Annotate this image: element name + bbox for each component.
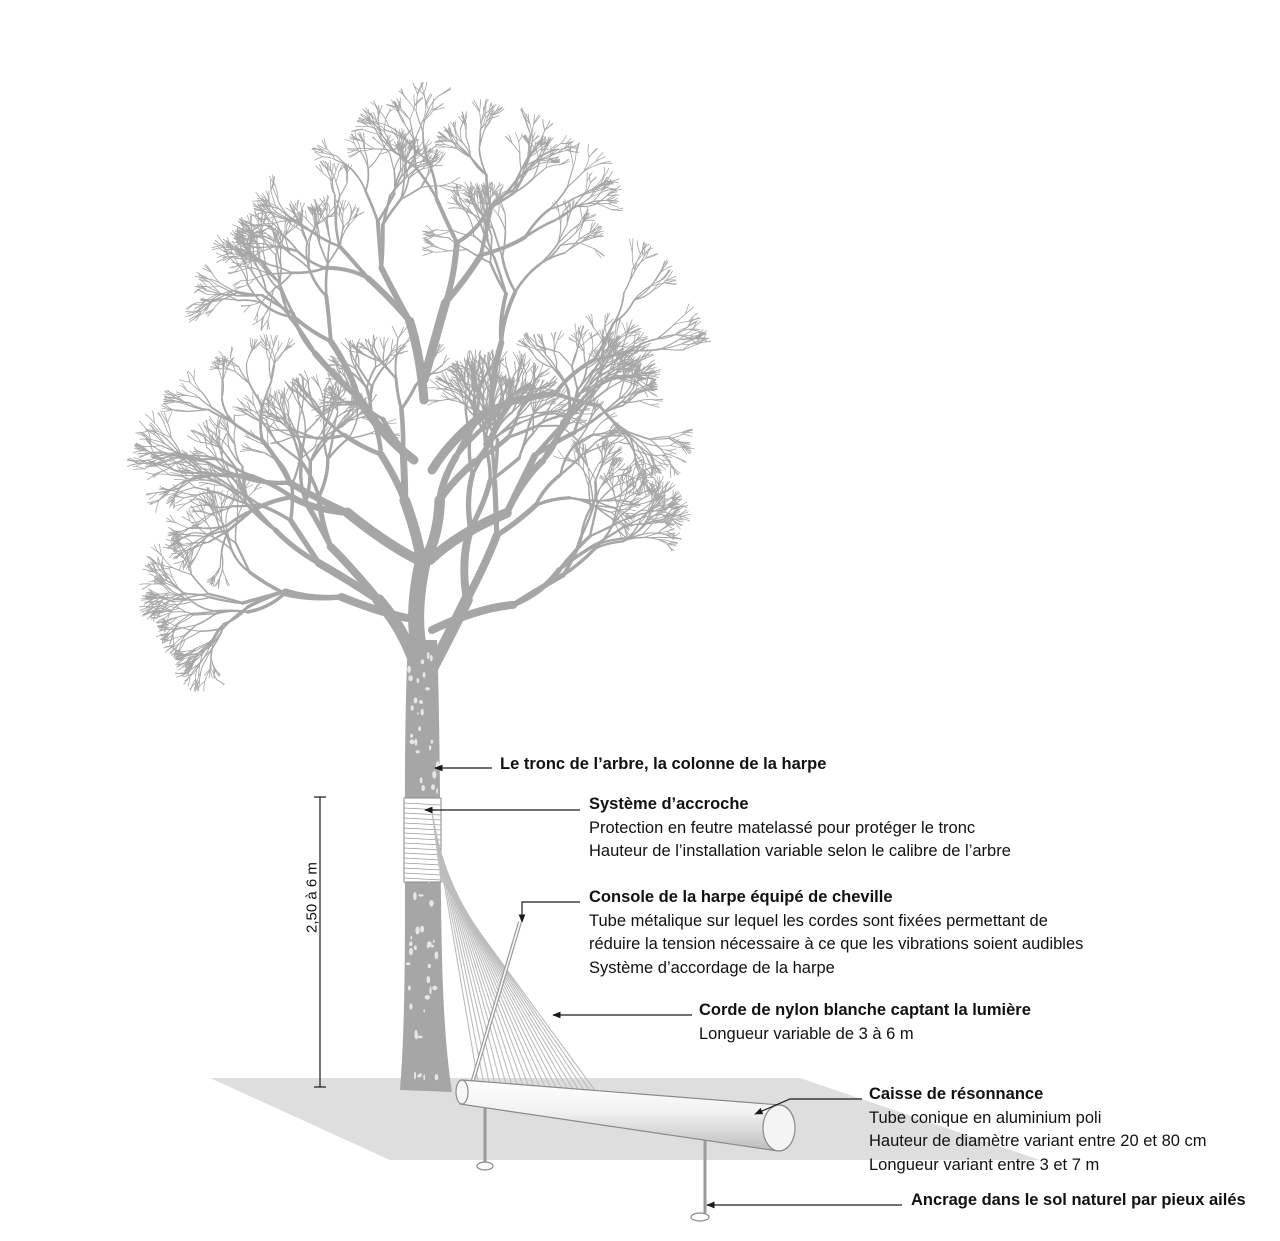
tree-branch xyxy=(380,111,389,126)
tree-branch xyxy=(432,409,491,470)
tree-branch xyxy=(573,153,576,167)
tree-branch xyxy=(457,200,467,213)
tree-branch xyxy=(232,262,242,264)
tree-branch xyxy=(611,208,623,210)
tree-branch xyxy=(469,475,473,529)
tree-branch xyxy=(168,628,181,629)
tree-branch xyxy=(424,82,427,94)
tree-branch xyxy=(452,177,460,182)
tree-branch xyxy=(609,204,619,208)
tree-branch xyxy=(639,401,651,405)
tree-branch xyxy=(576,334,577,349)
tree-branch xyxy=(359,148,375,149)
tree-branch xyxy=(520,153,521,170)
tree-branch xyxy=(351,169,365,191)
tree-branch xyxy=(192,575,209,595)
tree-branch xyxy=(516,133,519,141)
tree-branch xyxy=(629,239,632,252)
tree-branch xyxy=(271,335,274,346)
tree-branch xyxy=(422,110,432,122)
tree-branch xyxy=(652,492,653,506)
tree-branch xyxy=(561,212,564,226)
tree-branch xyxy=(218,369,222,381)
tree-branch xyxy=(588,468,589,486)
tree-branch xyxy=(240,450,250,452)
tree-branch xyxy=(332,171,336,181)
tree-branch xyxy=(561,135,566,143)
tree-branch xyxy=(661,344,682,349)
tree-branch xyxy=(639,399,653,400)
tree-branch xyxy=(359,149,374,151)
tree-branch xyxy=(271,191,275,205)
tree-branch xyxy=(597,204,611,210)
tree-branch xyxy=(204,681,205,691)
tree-branch xyxy=(410,106,415,120)
tree-branch xyxy=(515,264,540,292)
tree-branch xyxy=(533,416,546,434)
tree-branch xyxy=(160,629,169,630)
tree-branch xyxy=(166,518,175,523)
tree-branch xyxy=(452,183,462,186)
tree-branch xyxy=(624,271,635,293)
tree-branch xyxy=(199,397,212,407)
tree-branch xyxy=(275,186,278,201)
tree-branch xyxy=(396,379,401,409)
tree-branch xyxy=(434,245,447,251)
tree-branch xyxy=(487,353,488,365)
tree-branch xyxy=(319,459,328,497)
tree-branch xyxy=(173,602,192,605)
tree-branch xyxy=(366,168,369,191)
tree-branch xyxy=(192,602,216,612)
tree-branch xyxy=(662,482,663,492)
tree-branch xyxy=(650,405,659,407)
tree-branch xyxy=(319,243,328,264)
tree-branch xyxy=(366,191,378,222)
tree-branch xyxy=(150,423,157,431)
tree-branch xyxy=(607,179,619,182)
tree-branch xyxy=(433,251,447,252)
tree-branch xyxy=(442,355,446,365)
tree-branch xyxy=(340,183,347,196)
tree-branch xyxy=(220,551,221,566)
tree-branch xyxy=(232,422,263,441)
tree-branch xyxy=(133,466,144,469)
tree-branch xyxy=(384,339,388,350)
tree-branch xyxy=(263,441,290,483)
tree-branch xyxy=(432,99,434,110)
tree-branch xyxy=(631,349,660,351)
tree-branch xyxy=(467,535,497,599)
tree-branch xyxy=(580,243,595,249)
tree-branch xyxy=(668,433,682,437)
tree-branch xyxy=(254,484,259,491)
tree-branch xyxy=(670,446,681,448)
tree-branch xyxy=(183,537,193,543)
tree-branch xyxy=(237,499,238,517)
tree-branch xyxy=(223,567,226,578)
tree-branch xyxy=(205,428,216,435)
tree-branch xyxy=(414,95,415,106)
tree-branch xyxy=(439,89,451,95)
tree-branch xyxy=(336,182,340,197)
tree-branch xyxy=(356,354,357,369)
tree-branch xyxy=(667,449,676,450)
tree-branch xyxy=(179,487,195,492)
tree-branch xyxy=(581,237,594,243)
tree-branch xyxy=(250,572,285,594)
tree-branch xyxy=(577,413,592,414)
tree-branch xyxy=(327,203,328,212)
tree-branch xyxy=(401,385,415,409)
tree-branch xyxy=(326,296,331,341)
tree-branch xyxy=(512,143,520,153)
tree-branch xyxy=(401,409,403,449)
tree-branch xyxy=(495,481,497,535)
tree-branch xyxy=(305,416,321,433)
tree-branch xyxy=(188,410,209,412)
tree-branch xyxy=(578,332,579,341)
tree-branch xyxy=(395,356,396,379)
tree-branch xyxy=(426,94,431,106)
tree-branch xyxy=(234,428,235,445)
tree-branch xyxy=(134,469,145,470)
tree-branch xyxy=(307,219,315,227)
tree-branch xyxy=(540,244,558,264)
tree-branch xyxy=(341,225,344,244)
tree-branch xyxy=(414,122,422,141)
tree-branch xyxy=(574,452,575,461)
tree-branch xyxy=(177,395,186,397)
tree-branch xyxy=(576,142,579,153)
tree-branch xyxy=(372,137,380,144)
tree-branch xyxy=(158,413,165,423)
tree-branch xyxy=(133,451,144,454)
tree-branch xyxy=(589,486,591,509)
tree-branch xyxy=(656,446,670,447)
tree-branch xyxy=(428,388,442,389)
tree-branch xyxy=(546,165,559,168)
tree-branch xyxy=(328,204,330,212)
tree-branch xyxy=(515,361,516,371)
tree-branch xyxy=(194,369,195,380)
tree-branch xyxy=(234,414,247,415)
tree-branch xyxy=(187,372,190,382)
tree-branch xyxy=(513,570,559,605)
tree-branch xyxy=(374,335,375,348)
tree-branch xyxy=(590,177,596,183)
tree-branch xyxy=(173,635,174,644)
tree-branch xyxy=(398,328,407,339)
tree-branch xyxy=(237,478,238,487)
tree-branch xyxy=(667,535,675,536)
tree-branch xyxy=(334,163,336,171)
tree-branch xyxy=(142,584,151,589)
tree-branch xyxy=(571,153,574,167)
tree-branch xyxy=(168,412,172,423)
tree-branch xyxy=(602,449,603,463)
tree-branch xyxy=(590,522,620,537)
tree-branch xyxy=(152,446,163,452)
tree-branch xyxy=(682,434,692,436)
tree-branch xyxy=(174,479,185,480)
tree-branch xyxy=(540,162,551,163)
tree-branch xyxy=(575,324,576,335)
tree-branch xyxy=(288,392,293,401)
tree-branch xyxy=(171,530,179,532)
tree-branch xyxy=(235,517,237,543)
tree-branch xyxy=(661,349,683,350)
tree-branch xyxy=(652,399,663,400)
tree-branch xyxy=(205,265,212,272)
tree-branch xyxy=(205,668,211,681)
tree-branch xyxy=(617,320,621,331)
tree-branch xyxy=(200,483,209,486)
tree-branch xyxy=(632,258,645,269)
tree-branch xyxy=(151,616,161,617)
tree-branch xyxy=(269,273,292,274)
tree-branch xyxy=(607,195,619,196)
tree-branch xyxy=(161,410,173,412)
tree-branch xyxy=(415,98,423,106)
tree-branch xyxy=(372,336,373,350)
tree-branch xyxy=(176,523,188,528)
tree-branch xyxy=(182,628,200,632)
tree-branch xyxy=(632,239,633,253)
tree-branch xyxy=(589,149,596,157)
tree-branch xyxy=(424,142,432,148)
tree-branch xyxy=(311,377,319,387)
tree-branch xyxy=(336,172,339,182)
tree-branch xyxy=(324,406,325,429)
tree-branch xyxy=(180,650,181,659)
tree-branch xyxy=(550,143,561,151)
tree-branch xyxy=(423,247,433,252)
tree-canopy xyxy=(127,82,711,691)
tree-branch xyxy=(147,556,157,563)
tree-branch xyxy=(332,164,333,172)
tree-branch xyxy=(345,140,354,144)
tree-branch xyxy=(368,155,379,169)
tree-branch xyxy=(442,358,449,365)
tree-branch xyxy=(302,409,306,432)
tree-branch xyxy=(201,392,212,408)
tree-branch xyxy=(325,378,330,389)
tree-branch xyxy=(392,326,398,338)
tree-branch xyxy=(423,252,433,256)
tree-branch xyxy=(152,471,162,475)
tree-branch xyxy=(551,333,554,341)
tree-branch xyxy=(390,154,394,171)
tree-branch xyxy=(330,160,331,169)
tree-branch xyxy=(572,348,578,366)
tree-branch xyxy=(291,485,293,521)
tree-branch xyxy=(357,397,414,460)
tree-branch xyxy=(176,498,184,504)
tree-branch xyxy=(140,584,151,585)
tree-branch xyxy=(580,206,582,218)
tree-branch xyxy=(650,404,658,405)
tree-branch xyxy=(146,414,155,423)
tree-branch xyxy=(424,303,445,380)
tree-branch xyxy=(300,203,302,212)
tree-branch xyxy=(314,157,322,160)
tree-branch xyxy=(244,305,250,312)
tree-branch xyxy=(194,380,201,392)
tree-branch xyxy=(558,450,565,459)
tree-branch xyxy=(649,455,662,456)
tree-branch xyxy=(311,231,340,246)
tree-branch xyxy=(267,320,268,330)
tree-branch xyxy=(635,464,644,465)
tree-branch xyxy=(519,134,523,142)
tree-branch xyxy=(547,349,559,352)
tree-branch xyxy=(637,241,640,254)
tree-branch xyxy=(677,458,686,462)
tree-branch xyxy=(599,161,611,164)
tree-branch xyxy=(158,568,172,570)
tree-branch xyxy=(560,353,572,367)
tree-branch xyxy=(603,168,609,178)
tree-branch xyxy=(498,215,505,231)
tree-branch xyxy=(502,231,505,257)
tree-branch xyxy=(347,148,359,149)
tree-branch xyxy=(196,614,216,625)
tree-branch xyxy=(217,680,225,685)
tree-branch xyxy=(397,342,408,356)
tree-branch xyxy=(596,153,604,162)
tree-branch xyxy=(593,420,604,434)
tree-branch xyxy=(292,379,293,393)
tree-branch xyxy=(632,466,636,478)
tree-branch xyxy=(323,150,337,156)
tree-branch xyxy=(682,432,692,433)
tree-branch xyxy=(298,252,325,268)
tree-branch xyxy=(519,431,527,458)
tree-branch xyxy=(154,423,164,437)
tree-branch xyxy=(382,362,396,379)
tree-branch xyxy=(195,548,201,558)
tree-branch xyxy=(381,225,383,268)
tree-branch xyxy=(190,500,200,506)
tree-branch xyxy=(595,195,607,203)
tree-branch xyxy=(237,487,238,499)
tree-branch xyxy=(336,217,340,247)
tree-branch xyxy=(588,144,589,157)
tree-branch xyxy=(659,477,660,486)
tree-branch xyxy=(676,327,688,335)
tree-branch xyxy=(626,476,627,489)
tree-branch xyxy=(490,236,491,263)
tree-branch xyxy=(670,466,671,477)
tree-branch xyxy=(432,605,513,630)
tree-branch xyxy=(469,438,472,475)
tree-branch xyxy=(179,380,190,382)
tree-branch xyxy=(233,281,241,285)
tree-branch xyxy=(140,606,151,607)
tree-branch xyxy=(410,321,424,400)
tree-branch xyxy=(336,163,339,171)
tree-branch xyxy=(161,413,167,423)
